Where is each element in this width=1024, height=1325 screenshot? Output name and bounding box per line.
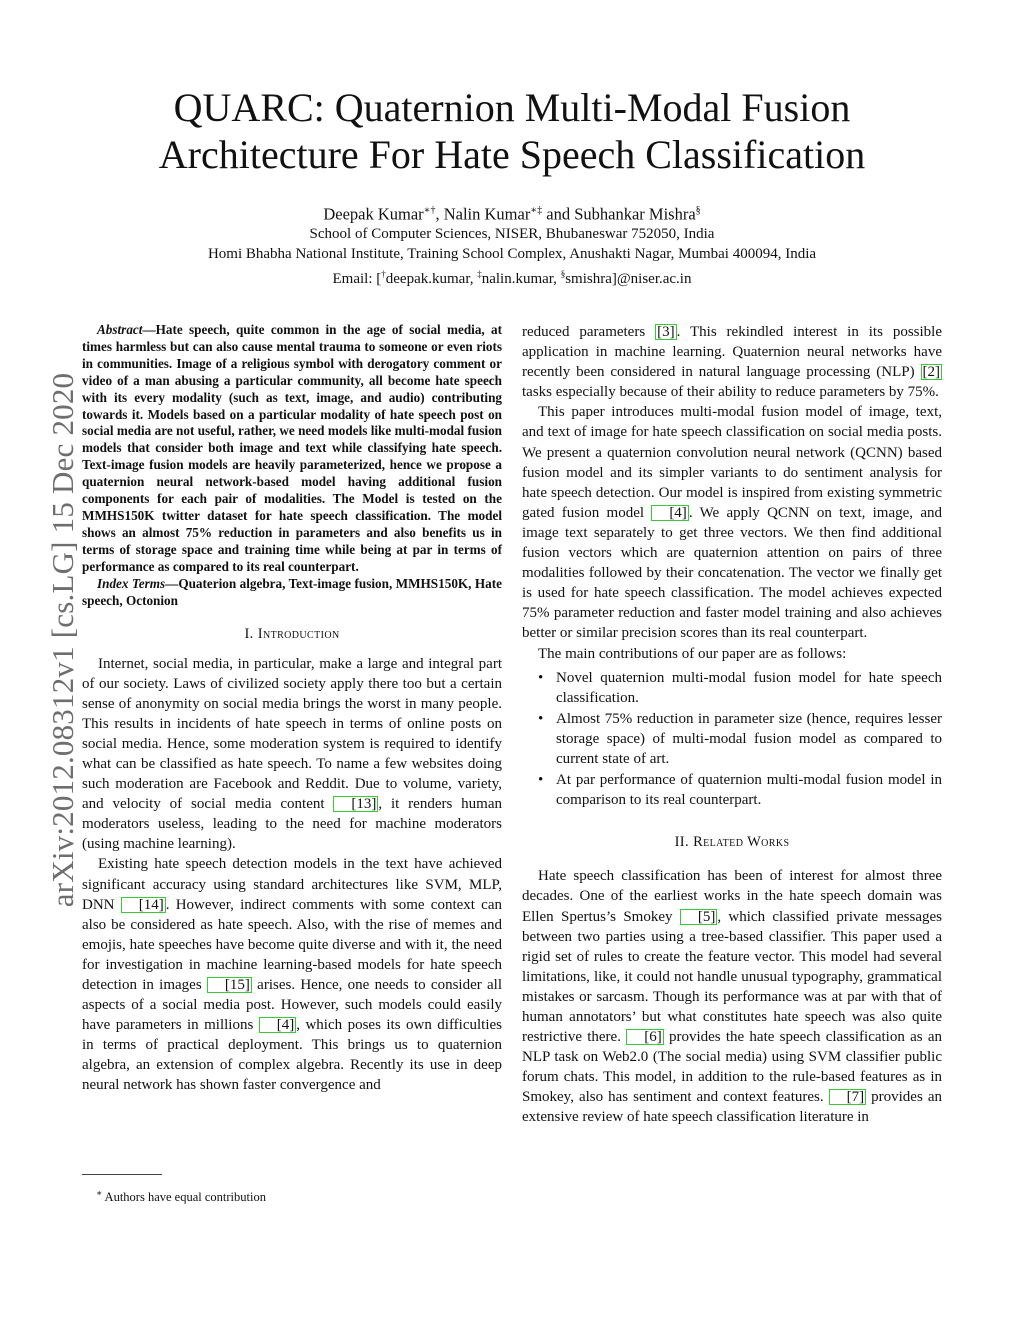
email-mark-1: † xyxy=(381,269,386,279)
contributions-intro: The main contributions of our paper are as follows: xyxy=(538,645,847,662)
footnote-mark: ∗ xyxy=(96,1188,103,1198)
author-1-marks: ∗† xyxy=(423,205,436,216)
intro-p2-text-b: . However, indirect comments with some context can also be considered as hate speech. Also, with the rise of memes and emojis, hate speeches have become quite diverse and with it, the need for investigation in machine learning-based models for hate speech detection in images xyxy=(82,896,503,993)
intro-paragraph-1 xyxy=(82,654,502,855)
intro-paragraph-continued xyxy=(522,322,942,402)
intro-p1-end: , it renders human moderators useless, leading to the need for machine moderators (using machine learning). xyxy=(82,796,502,853)
email-mark-3: § xyxy=(560,269,566,279)
intro-p2-text-c: arises. Hence, one needs to consider all aspects of a social media post. However, such models could easily have parameters in millions xyxy=(82,977,502,1034)
abstract xyxy=(82,322,502,609)
intro-paragraph-3 xyxy=(522,402,942,643)
email-mark-2: ‡ xyxy=(477,269,482,279)
citation-link[interactable]: [6] xyxy=(626,1029,664,1045)
email-1: deepak.kumar, xyxy=(385,271,478,287)
abstract-label: Abstract xyxy=(97,322,143,337)
citation-link[interactable]: [13] xyxy=(333,796,378,812)
intro-r2-text-a: This paper introduces multi-modal fusion model of image, text, and text of image for hate speech classification on social media posts. We present a quaternion convolution neural network (QCNN) based fusion model and its simpler variants to do sentiment analysis for hate speech detection. Our model is inspired from existing symmetric gated fusion model xyxy=(522,404,942,521)
intro-r2-text-b: . We apply QCNN on text, image, and image text separately to get three vectors. We then find additional fusion vectors which are quaternion attention on pairs of three modalities followed by their concatenation. The vector we finally get is used for hate speech classification. The model achieves expected 75% parameter reduction and faster model training and also achieves better or similar precision scores than its real counterpart. xyxy=(522,504,942,642)
list-item xyxy=(538,709,942,769)
footnote xyxy=(96,1185,266,1205)
list-item-text: Almost 75% reduction in parameter size (hence, requires lesser storage space) of multi-modal fusion model as compared to current state of art. xyxy=(556,710,942,767)
citation-link[interactable]: [14] xyxy=(121,897,166,913)
affiliation-institute: Homi Bhabha National Institute, Training School Complex, Anushakti Nagar, Mumbai 400094, India xyxy=(207,246,817,262)
related-text-a: Hate speech classification has been of interest for almost three decades. One of the earliest works in the hate speech domain was Ellen Spertus’s Smokey xyxy=(522,868,942,925)
citation-link[interactable]: [2] xyxy=(922,364,940,381)
list-item-text: At par performance of quaternion multi-modal fusion model in comparison to its real counterpart. xyxy=(556,772,942,809)
footnote-divider xyxy=(82,1174,162,1175)
citation-link[interactable]: [5] xyxy=(680,909,718,925)
intro-r1-text-a: reduced parameters xyxy=(522,324,656,340)
section-heading-related-works: II. Related Works xyxy=(674,834,790,851)
citation-link[interactable]: [7] xyxy=(829,1089,867,1105)
citation-link[interactable]: [4] xyxy=(259,1017,297,1033)
index-terms-dash: — xyxy=(165,575,179,591)
bullet-icon: • xyxy=(538,669,544,686)
index-terms-text: Quaterion algebra, Text-image fusion, MMHS150K, Hate speech, Octonion xyxy=(82,575,502,608)
author-1: Deepak Kumar xyxy=(323,204,424,224)
bullet-icon: • xyxy=(538,710,544,727)
related-paragraph-1 xyxy=(522,866,942,1127)
author-2-marks: ∗‡ xyxy=(530,205,543,216)
related-text-d: provides an extensive review of hate speech classification literature in xyxy=(522,1089,942,1126)
footnote-text: Authors have equal contribution xyxy=(102,1190,266,1205)
email-2: nalin.kumar, xyxy=(481,271,561,287)
author-separator: and xyxy=(542,204,575,224)
affiliation-school: School of Computer Sciences, NISER, Bhubaneswar 752050, India xyxy=(309,226,715,242)
bullet-icon: • xyxy=(538,772,544,789)
citation-link[interactable]: [3] xyxy=(657,324,675,340)
intro-p1-text: Internet, social media, in particular, make a large and integral part of our society. Laws of civilized society apply there too but a certain sense of anonymity on social media brings the worst in many people. This results in incidents of hate speech in terms of online posts on social media. Hence, some moderation system is required to identify what can be classified as hate speech. To name a few websites doing such moderation are Facebook and Reddit. Due to volume, variety, and velocity of social media content xyxy=(82,655,502,813)
abstract-text: Hate speech, quite common in the age of social media, at times harmless but can also cause mental trauma to someone or even riots in communities. Image of a religious symbol with derogatory comment or video of a man abusing a particular community, all become hate speech with its every modality (such as text, image, and audio) contributing towards it. Models based on a particular modality of hate speech post on social media are not useful, rather, we need models like multi-modal fusion models that consider both image and text while classifying hate speech. Text-image fusion models are heavily parameterized, hence we propose a quaternion neural network-based model having additional fusion components for each pair of modalities. The Model is tested on the MMHS150K twitter dataset for hate speech classification. The model shows an almost 75% reduction in parameters and also benefits us in terms of storage space and training time while being at par in terms of performance as compared to its real counterpart. xyxy=(82,322,502,574)
paper-title xyxy=(110,84,914,178)
citation-link[interactable]: [15] xyxy=(207,977,252,993)
abstract-dash: — xyxy=(142,322,156,337)
section-heading-introduction: I. Introduction xyxy=(244,626,340,643)
email-3: smishra]@niser.ac.in xyxy=(565,271,692,287)
list-item xyxy=(538,668,942,708)
intro-r1-text-b: . This rekindled interest in its possible application in machine learning. Quaternion neural networks have recently been considered in natural language processing (NLP) xyxy=(522,324,943,381)
author-3: Subhankar Mishra xyxy=(574,204,696,224)
author-3-marks: § xyxy=(695,205,701,216)
arxiv-identifier[interactable]: arXiv:2012.08312v1 [cs.LG] 15 Dec 2020 xyxy=(45,372,80,908)
contributions-list xyxy=(522,668,942,811)
related-text-c: provides the hate speech classification as an NLP task on Web2.0 (The social media) using SVM classifier public forum chats. This model, in addition to the rule-based features as in Smokey, also has sentiment and context features. xyxy=(522,1029,942,1106)
list-item-text: Novel quaternion multi-modal fusion model for hate speech classification. xyxy=(556,669,942,706)
left-column xyxy=(82,322,502,1096)
list-item xyxy=(538,770,942,810)
author-2: Nalin Kumar xyxy=(443,204,531,224)
right-column xyxy=(522,322,942,1128)
citation-link[interactable]: [4] xyxy=(651,505,689,521)
intro-r1-text-c: tasks especially because of their ability to reduce parameters by 75%. xyxy=(522,384,939,401)
author-separator: , xyxy=(435,204,444,224)
title-line-1: QUARC: Quaternion Multi-Modal Fusion xyxy=(173,85,851,130)
intro-paragraph-2 xyxy=(82,854,502,1095)
index-terms-label: Index Terms xyxy=(97,575,166,591)
intro-p2-text-d: , which poses its own difficulties in terms of practical deployment. This brings us to quaternion algebra, an extension of complex algebra. Recently its use in deep neural network has shown faster convergence and xyxy=(82,1017,502,1094)
intro-p2-text-a: Existing hate speech detection models in the text have achieved significant accuracy using standard architectures like SVM, MLP, DNN xyxy=(82,856,502,913)
index-terms xyxy=(82,576,502,610)
author-list xyxy=(110,201,914,225)
title-line-2: Architecture For Hate Speech Classification xyxy=(158,132,866,177)
author-emails[interactable] xyxy=(110,264,914,289)
email-prefix: Email: [ xyxy=(332,271,382,287)
related-text-b: , which classified private messages between two parties using a tree-based classifier. This paper used a rigid set of rules to create the feature vector. This model had several limitations, like, it could not handle unusual typography, grammatical mistakes or sarcasm. Though its performance was at par with that of human annotators’ but what constitutes hate speech was also quite restrictive there. xyxy=(522,908,943,1046)
